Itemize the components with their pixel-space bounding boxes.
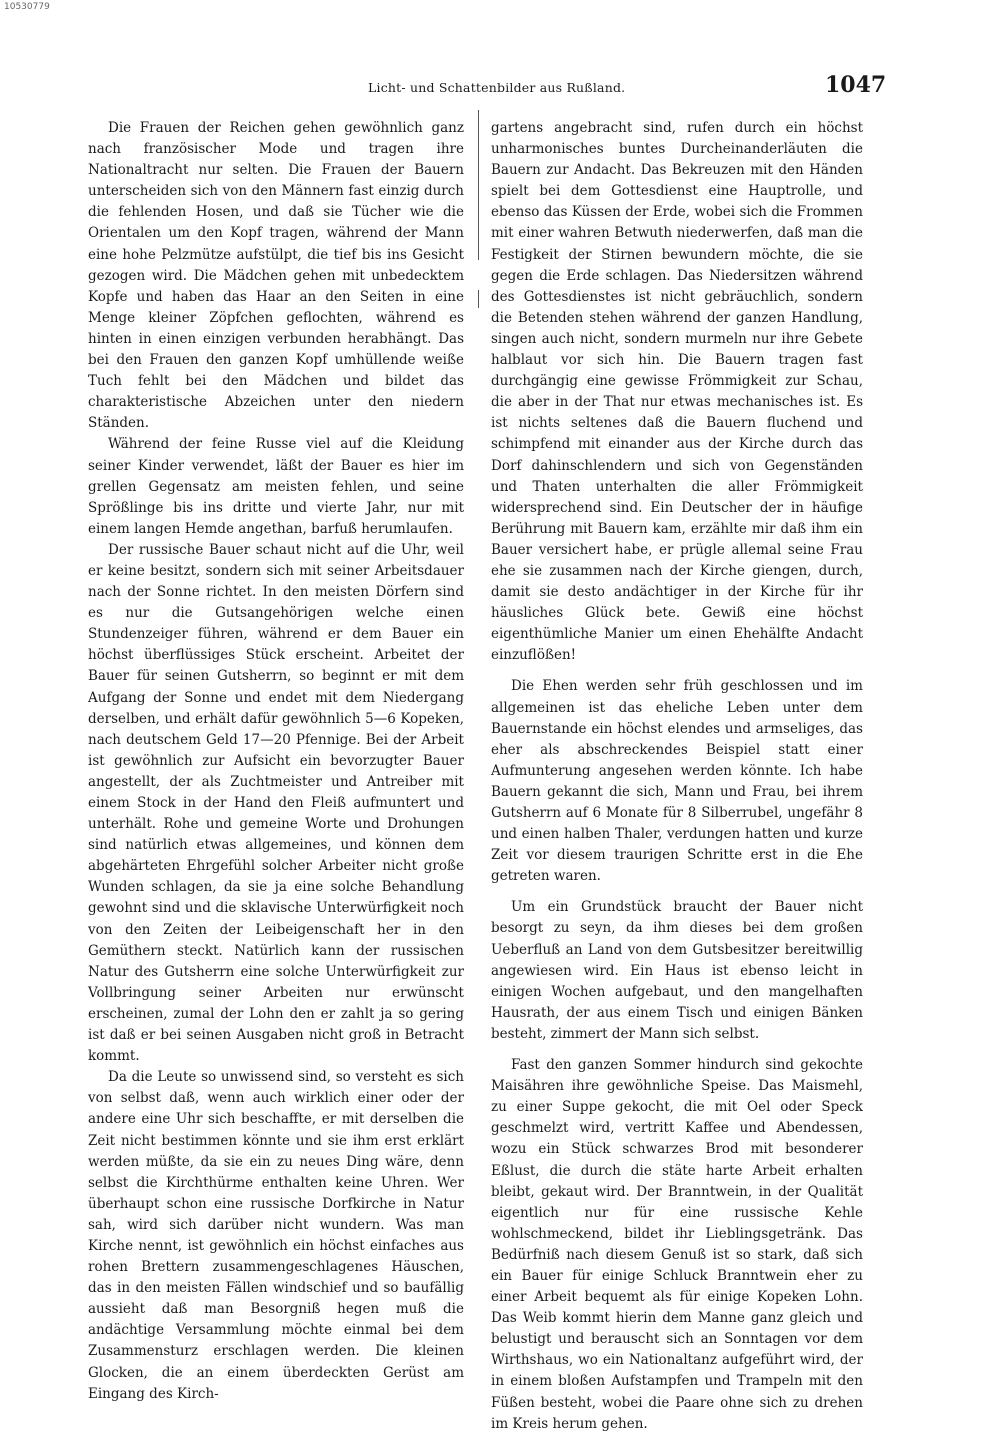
- left-column: [88, 118, 464, 1405]
- column-divider-top: [478, 110, 479, 260]
- page-id-stamp: 10530779: [4, 2, 50, 12]
- paragraph: Während der feine Russe viel auf die Kleidung seiner Kinder verwendet, läßt der Bauer es hier im grellen Gegensatz am meisten fehlen, und seine Sprößlinge bis ins dritte und vierte Jahr, nur mit einem langen Hemde angethan, barfuß herumlaufen.: [88, 436, 464, 537]
- paragraph: Die Ehen werden sehr früh geschlossen und im allgemeinen ist das eheliche Leben unter dem Bauernstande ein höchst elendes und armseliges, das eher als abschreckendes Beispiel statt einer Aufmunterung angesehen werden könnte. Ich habe Bauern gekannt die sich, Mann und Frau, bei ihrem Gutsherrn auf 6 Monate für 8 Silberrubel, ungefähr 8 und einen halben Thaler, verdungen hatten und kurze Zeit vor diesem traurigen Schritte erst in die Ehe getreten waren.: [491, 678, 863, 885]
- page-number: 1047: [825, 72, 887, 98]
- paragraph: Der russische Bauer schaut nicht auf die Uhr, weil er keine besitzt, sondern sich mit seiner Arbeitsdauer nach der Sonne richtet. In den meisten Dörfern sind es nur die Gutsangehörigen welche einen Stundenzeiger führen, während er dem Bauer ein höchst überflüssiges Stück erscheint. Arbeitet der Bauer für seinen Gutsherrn, so beginnt er mit dem Aufgang der Sonne und endet mit dem Niedergang derselben, und erhält dafür gewöhnlich 5—6 Kopeken, nach deutschem Geld 17—20 Pfennige. Bei der Arbeit ist gewöhnlich zur Aufsicht ein bevorzugter Bauer angestellt, der als Zuchtmeister und Antreiber mit einem Stock in der Hand den Fleiß aufmuntert und unterhält. Rohe und gemeine Worte und Drohungen sind natürlich etwas allgemeines, und können dem abgehärteten Ehrgefühl solcher Arbeiter nicht große Wunden schlagen, da sie ja eine solche Behandlung gewohnt sind und die sklavische Unterwürfigkeit noch von den Zeiten der Leibeigenschaft her in den Gemüthern steckt. Natürlich kann der russischen Natur des Gutsherrn eine solche Unterwürfigkeit zur Vollbringung seiner Arbeiten nur erwünscht erscheinen, zumal der Lohn den er zahlt ja so gering ist daß er bei seinen Ausgaben nicht groß in Betracht kommt.: [88, 541, 464, 1065]
- paragraph: Die Frauen der Reichen gehen gewöhnlich ganz nach französischer Mode und tragen ihre Nationaltracht nur selten. Die Frauen der Bauern unterscheiden sich von den Männern fast einzig durch die fehlenden Hosen, und daß sie Tücher wie die Orientalen um den Kopf tragen, während der Mann eine hohe Pelzmütze aufstülpt, die tief bis ins Gesicht gezogen wird. Die Mädchen gehen mit unbedecktem Kopfe und haben das Haar an den Seiten in eine Menge kleiner Zöpfchen geflochten, während es hinten in einen einzigen verbunden herabhängt. Das bei den Frauen den ganzen Kopf umhüllende weiße Tuch fehlt bei den Mädchen und bildet das charakteristische Abzeichen unter den niedern Ständen.: [88, 120, 464, 432]
- right-column: [491, 118, 863, 1435]
- column-divider-bottom: [478, 290, 479, 308]
- running-header: Licht- und Schattenbilder aus Rußland.: [368, 80, 626, 95]
- paragraph: Um ein Grundstück braucht der Bauer nicht besorgt zu seyn, da ihm dieses bei dem großen Ueberfluß an Land von dem Gutsbesitzer bereitwillig angewiesen wird. Ein Haus ist ebenso leicht in einigen Wochen aufgebaut, und den mangelhaften Hausrath, der aus einem Tisch und einigen Bänken besteht, zimmert der Mann sich selbst.: [491, 899, 863, 1042]
- paragraph: Fast den ganzen Sommer hindurch sind gekochte Maisähren ihre gewöhnliche Speise. Das Maismehl, zu einer Suppe gekocht, die mit Oel oder Speck geschmelzt wird, vertritt Kaffee und Abendessen, wozu ein Stück schwarzes Brod mit besonderer Eßlust, die durch die stäte harte Arbeit erhalten bleibt, gekaut wird. Der Branntwein, in der Qualität eigentlich nur für eine russische Kehle wohlschmeckend, bildet ihr Lieblingsgetränk. Das Bedürfniß nach diesem Genuß ist so stark, daß sich ein Bauer für einige Schluck Branntwein eher zu einer Arbeit bequemt als für einige Kopeken Lohn. Das Weib kommt hierin dem Manne ganz gleich und belustigt und berauscht sich an Sonntagen vor dem Wirthshaus, wo ein Nationaltanz aufgeführt wird, der in einem bloßen Aufstampfen und Trampeln mit den Füßen besteht, wobei die Paare ohne sich zu drehen im Kreis herum gehen.: [491, 1057, 863, 1432]
- paragraph: gartens angebracht sind, rufen durch ein höchst unharmonisches buntes Durcheinanderläuten die Bauern zur Andacht. Das Bekreuzen mit den Händen spielt bei dem Gottesdienst eine Hauptrolle, und ebenso das Küssen der Erde, wobei sich die Frommen mit einer wahren Betwuth niederwerfen, daß man die Festigkeit der Stirnen bewundern möchte, die sie gegen die Erde schlagen. Das Niedersitzen während des Gottesdienstes ist nicht gebräuchlich, sondern die Betenden stehen während der ganzen Handlung, singen auch nicht, sondern murmeln nur ihre Gebete halblaut vor sich hin. Die Bauern tragen fast durchgängig eine gewisse Frömmigkeit zur Schau, die aber in der That nur etwas mechanisches ist. Es ist nichts seltenes daß die Bauern fluchend und schimpfend mit einander aus der Kirche durch das Dorf dahinschlendern und sich von Gegenständen und Thaten unterhalten die aller Frömmigkeit widersprechend sind. Ein Deutscher der in häufige Berührung mit Bauern kam, erzählte mir daß ihm ein Bauer versichert habe, er prügle allemal seine Frau ehe sie zusammen nach der Kirche giengen, durch, damit sie desto andächtiger in der Kirche für ihr häusliches Glück bete. Gewiß eine höchst eigenthümliche Manier um einen Ehehälfte Andacht einzuflößen!: [491, 120, 863, 664]
- paragraph: Da die Leute so unwissend sind, so versteht es sich von selbst daß, wenn auch wirklich einer oder der andere eine Uhr sich beschaffte, er mit derselben die Zeit nicht bestimmen könnte und sie ihm erst erklärt werden müßte, da sie ein zu neues Ding wäre, denn selbst die Kirchthürme enthalten keine Uhren. Wer überhaupt schon eine russische Dorfkirche in Natur sah, wird sich darüber nicht wundern. Was man Kirche nennt, ist gewöhnlich ein höchst einfaches aus rohen Brettern zusammengeschlagenes Häuschen, das in den meisten Fällen windschief und so baufällig aussieht daß man Besorgniß hegen muß die andächtige Versammlung möchte einmal bei dem Zusammensturz erschlagen werden. Die kleinen Glocken, die an einem überdeckten Gerüst am Eingang des Kirch-: [88, 1069, 464, 1402]
